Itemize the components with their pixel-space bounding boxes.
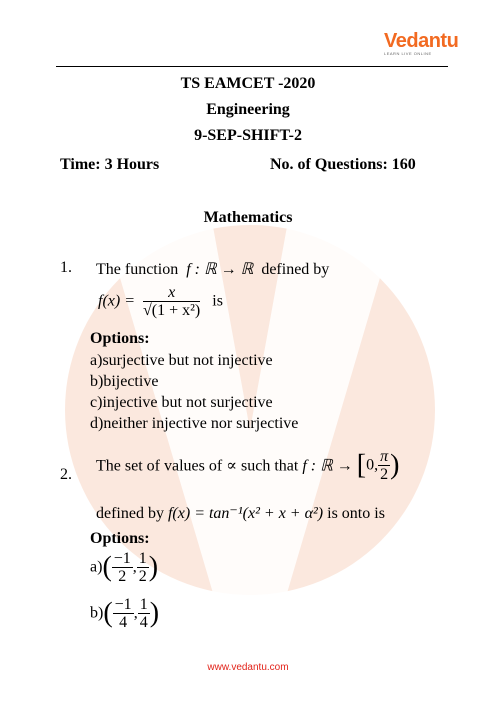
fraction-denominator: 2 <box>118 568 127 585</box>
option-text: neither injective nor surjective <box>103 415 299 432</box>
q1-option-a <box>90 350 298 371</box>
q1-number: 1. <box>60 259 72 276</box>
q2-option-a <box>90 550 158 585</box>
fraction-numerator: −1 <box>113 550 131 567</box>
q1-lhs: f(x) = <box>98 292 135 310</box>
paren-open: ( <box>102 551 112 583</box>
time-label: Time: 3 Hours <box>60 156 160 173</box>
q2-map: f : ℝ → <box>302 457 353 475</box>
comma: , <box>133 604 138 622</box>
paren-close: ) <box>148 551 159 583</box>
option-fraction-2 <box>138 596 150 631</box>
q1-numerator: x <box>143 284 200 302</box>
fraction-denominator: 4 <box>139 614 148 631</box>
q2-expression: f(x) = tan⁻¹(x² + x + α²) <box>167 505 324 522</box>
q1-defined-by: defined by <box>261 261 330 278</box>
option-letter: d) <box>90 415 104 432</box>
section-title: Mathematics <box>203 209 293 226</box>
q1-formula <box>98 284 223 319</box>
q2-option-b <box>90 596 159 631</box>
q1-option-b <box>90 371 298 392</box>
q2-interval-fraction <box>378 448 390 483</box>
q1-option-c <box>90 392 298 413</box>
footer-url[interactable]: www.vedantu.com <box>207 662 289 673</box>
q1-denominator: √(1 + x²) <box>143 302 201 319</box>
exam-title: TS EAMCET -2020 <box>180 75 316 92</box>
q1-options-label: Options: <box>90 330 150 347</box>
fraction-denominator: 4 <box>119 614 128 631</box>
q1-text <box>96 259 329 279</box>
q2-definition <box>96 503 385 523</box>
q2-number: 2. <box>60 466 72 483</box>
q2-interval-den: 2 <box>380 466 389 483</box>
q1-map: f : ℝ → ℝ <box>186 261 254 278</box>
comma: , <box>132 558 137 576</box>
q1-option-d <box>90 413 298 434</box>
q1-options <box>90 350 298 434</box>
option-fraction-1 <box>112 550 133 585</box>
fraction-denominator: 2 <box>138 568 147 585</box>
option-letter: a) <box>90 558 103 576</box>
exam-stream: Engineering <box>206 101 290 118</box>
q2-interval-num: π <box>380 448 389 465</box>
paren-open: ( <box>103 597 113 629</box>
paren-close: ) <box>149 597 160 629</box>
option-fraction-1 <box>113 596 134 631</box>
exam-shift: 9-SEP-SHIFT-2 <box>194 127 302 144</box>
fraction-numerator: 1 <box>138 550 147 567</box>
fraction-numerator: −1 <box>114 596 132 613</box>
option-text: surjective but not injective <box>102 352 273 369</box>
q2-interval-start: 0, <box>366 456 379 474</box>
q1-is: is <box>212 292 223 310</box>
question-count: No. of Questions: 160 <box>270 156 416 173</box>
top-rule <box>56 66 448 67</box>
option-fraction-2 <box>137 550 149 585</box>
q2-defined-by: defined by <box>96 505 164 522</box>
fraction-numerator: 1 <box>139 596 148 613</box>
q2-bracket-open: [ <box>356 449 367 481</box>
option-text: injective but not surjective <box>102 394 273 411</box>
logo-tagline: LEARN LIVE ONLINE <box>384 51 432 56</box>
option-text: bijective <box>103 373 159 390</box>
q2-options-label: Options: <box>90 530 150 547</box>
logo-brand: Vedantu <box>384 30 459 52</box>
q2-intro: The set of values of ∝ such that <box>96 457 299 475</box>
option-letter: b) <box>90 373 104 390</box>
q1-intro: The function <box>96 261 179 278</box>
q2-bracket-close: ) <box>390 449 400 481</box>
q1-fraction <box>143 284 200 319</box>
q2-text <box>96 448 399 483</box>
option-letter: a) <box>90 352 103 369</box>
option-letter: b) <box>90 604 104 622</box>
vedantu-logo <box>384 30 458 56</box>
q2-onto: is onto is <box>327 505 385 522</box>
option-letter: c) <box>90 394 103 411</box>
